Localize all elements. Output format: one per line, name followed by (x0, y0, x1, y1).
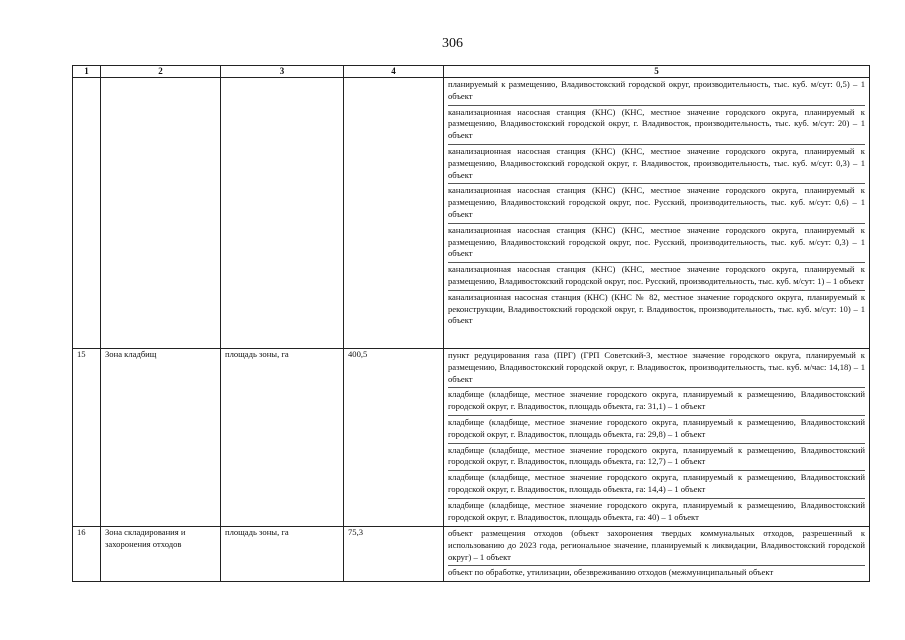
zone-parameter (221, 78, 344, 349)
objects-cell (444, 78, 870, 349)
table-header-row (73, 66, 870, 78)
zone-parameter: площадь зоны, га (221, 527, 344, 582)
object-entry: пункт редуцирования газа (ПРГ) (ГРП Советский-3, местное значение городского округа, планируемый к размещению, Владивостокский городской округ, г. Владивосток, производительность, тыс. куб. м/час: 14,18) – 1 объект (448, 350, 865, 384)
object-entry: кладбище (кладбище, местное значение городского округа, планируемый к размещению, Владивостокский городской округ, г. Владивосток, площадь объекта, га: 14,4) – 1 объект (448, 470, 865, 498)
column-header-5: 5 (444, 66, 870, 78)
table-row (73, 349, 870, 527)
zone-value: 75,3 (344, 527, 444, 582)
zone-value: 400,5 (344, 349, 444, 527)
zone-name (101, 78, 221, 349)
row-number: 16 (73, 527, 101, 582)
object-entry: канализационная насосная станция (КНС) (КНС, местное значение городского округа, планируемый к размещению, Владивостокский городской округ, пос. Русский, производительность, тыс. куб. м/сут: 0,6) – 1 объект (448, 183, 865, 222)
object-entry: канализационная насосная станция (КНС) (КНС, местное значение городского округа, планируемый к размещению, Владивостокский городской округ, г. Владивосток, производительность, тыс. куб. м/сут: 20) – 1 объект (448, 105, 865, 144)
object-entry: объект размещения отходов (объект захоронения твердых коммунальных отходов, разрешенный к использованию до 2023 года, региональное значение, планируемый к ликвидации, Владивостокский городской округ) – 1 объект (448, 528, 865, 562)
objects-cell (444, 349, 870, 527)
object-entry: кладбище (кладбище, местное значение городского округа, планируемый к размещению, Владивостокский городской округ, г. Владивосток, площадь объекта, га: 40) – 1 объект (448, 498, 865, 526)
zone-name: Зона складирования и захоронения отходов (101, 527, 221, 582)
zone-parameter: площадь зоны, га (221, 349, 344, 527)
column-header-1: 1 (73, 66, 101, 78)
object-entry: канализационная насосная станция (КНС) (КНС, местное значение городского округа, планируемый к размещению, Владивостокский городской округ, пос. Русский, производительность, тыс. куб. м/сут: 1) – 1 объект (448, 262, 865, 290)
object-entry: кладбище (кладбище, местное значение городского округа, планируемый к размещению, Владивостокский городской округ, г. Владивосток, площадь объекта, га: 29,8) – 1 объект (448, 415, 865, 443)
row-number: 15 (73, 349, 101, 527)
row-number (73, 78, 101, 349)
objects-cell (444, 527, 870, 582)
column-header-2: 2 (101, 66, 221, 78)
object-entry: канализационная насосная станция (КНС) (КНС, местное значение городского округа, планируемый к размещению, Владивостокский городской округ, г. Владивосток, производительность, тыс. куб. м/сут: 0,3) – 1 объект (448, 144, 865, 183)
object-entry: кладбище (кладбище, местное значение городского округа, планируемый к размещению, Владивостокский городской округ, г. Владивосток, площадь объекта, га: 31,1) – 1 объект (448, 387, 865, 415)
object-entry: объект по обработке, утилизации, обезвреживанию отходов (межмуниципальный объект (448, 565, 865, 581)
table-row (73, 78, 870, 349)
object-entry: планируемый к размещению, Владивостокский городской округ, производительность, тыс. куб. м/сут: 0,5) – 1 объект (448, 79, 865, 101)
object-entry: канализационная насосная станция (КНС) (КНС, местное значение городского округа, планируемый к размещению, Владивостокский городской округ, пос. Русский, производительность, тыс. куб. м/сут: 0,3) – 1 объект (448, 223, 865, 262)
column-header-4: 4 (344, 66, 444, 78)
column-header-3: 3 (221, 66, 344, 78)
page-number: 306 (442, 36, 463, 51)
zone-name: Зона кладбищ (101, 349, 221, 527)
table-row (73, 527, 870, 582)
zone-value (344, 78, 444, 349)
object-entry: канализационная насосная станция (КНС) (КНС № 82, местное значение городского округа, планируемый к реконструкции, Владивостокский городской округ, г. Владивосток, производительность, тыс. куб. м/сут: 10) – 1 объект (448, 290, 865, 329)
object-entry: кладбище (кладбище, местное значение городского округа, планируемый к размещению, Владивостокский городской округ, г. Владивосток, площадь объекта, га: 12,7) – 1 объект (448, 443, 865, 471)
zones-table (72, 65, 870, 582)
